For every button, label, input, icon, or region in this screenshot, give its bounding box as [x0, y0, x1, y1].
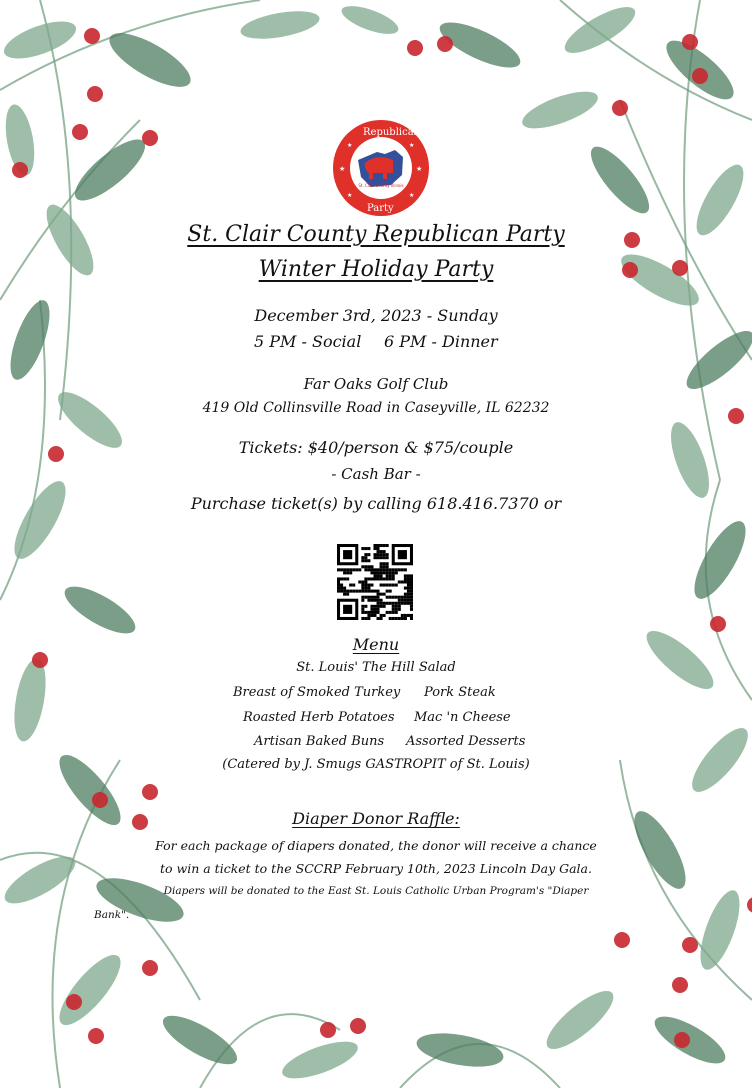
raffle-heading: Diaper Donor Raffle:	[292, 809, 460, 828]
menu-item: Mac 'n Cheese	[414, 710, 511, 725]
menu-salad: St. Louis' The Hill Salad	[296, 660, 456, 675]
menu-item: Artisan Baked Buns	[254, 734, 385, 749]
title-line-1: St. Clair County Republican Party	[187, 222, 565, 247]
menu-heading: Menu	[352, 635, 400, 654]
svg-text:★: ★	[347, 142, 353, 149]
raffle-line-2: to win a ticket to the SCCRP February 10th, 2023 Lincoln Day Gala.	[160, 861, 592, 876]
venue-name: Far Oaks Golf Club	[303, 375, 449, 393]
title-line-2: Winter Holiday Party	[258, 257, 494, 282]
logo-inner-text: St. Clair County Illinois	[358, 183, 404, 188]
raffle-line-3: Diapers will be donated to the East St. Louis Catholic Urban Program's "Diaper	[163, 885, 589, 897]
svg-text:★: ★	[347, 192, 353, 199]
purchase-info: Purchase ticket(s) by calling 618.416.7370 or	[190, 494, 562, 513]
raffle-line-1: For each package of diapers donated, the donor will receive a chance	[155, 838, 597, 853]
menu-item: Assorted Desserts	[406, 734, 526, 749]
republican-party-logo	[325, 117, 437, 219]
svg-text:★: ★	[339, 165, 346, 173]
svg-text:★: ★	[409, 192, 415, 199]
logo-top-text: Republican	[363, 127, 421, 138]
logo-bottom-text: Party	[367, 203, 394, 214]
menu-item: Roasted Herb Potatoes	[243, 710, 395, 725]
svg-text:★: ★	[416, 165, 423, 173]
event-date: December 3rd, 2023 - Sunday	[254, 306, 498, 325]
raffle-line-4: Bank".	[94, 909, 130, 921]
cash-bar: - Cash Bar -	[331, 465, 421, 483]
ticket-price: Tickets: $40/person & $75/couple	[238, 438, 514, 457]
svg-text:★: ★	[409, 142, 415, 149]
caterer: (Catered by J. Smugs GASTROPIT of St. Louis)	[222, 757, 530, 772]
venue-address: 419 Old Collinsville Road in Caseyville, IL 62232	[202, 400, 550, 416]
dinner-time: 6 PM - Dinner	[384, 332, 498, 351]
menu-item: Breast of Smoked Turkey	[233, 685, 401, 700]
menu-item: Pork Steak	[424, 685, 496, 700]
qr-code-icon[interactable]	[337, 544, 413, 620]
social-time: 5 PM - Social	[254, 332, 362, 351]
